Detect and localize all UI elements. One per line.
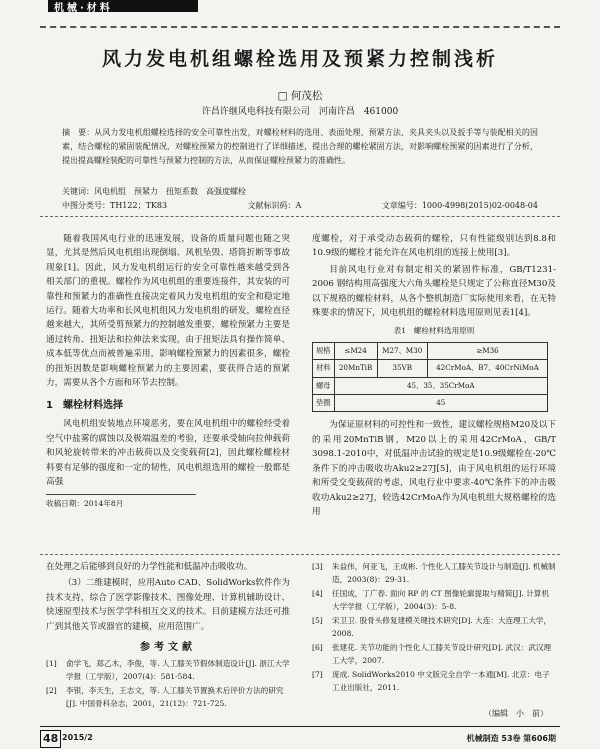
reference-item <box>46 657 290 683</box>
left-column <box>46 232 290 511</box>
reference-text: 朱益伟，何亚飞，王成彬. 个性化人工膝关节设计与制造[J]. 机械制造，2003(8)：29-31. <box>332 562 556 584</box>
table-header-cell: ≤M24 <box>334 342 377 359</box>
reference-number: [6] <box>312 643 323 652</box>
issue-date: 2015/2 <box>62 733 93 742</box>
footer-divider <box>40 726 560 727</box>
abstract: 摘 要：从风力发电机组螺栓选择的安全可靠性出发，对螺栓材料的选用、表面处理、预紧方法、夹具夹头以及扳手等与装配相关的因素，结合螺栓的紧固装配情况，对螺栓预紧力的控制进行了详细描述，提出合理的螺栓紧固方法，对影响螺栓预紧的因素进行了分析，提出提高螺栓装配的可靠性与预紧力控制的方法，从而保证螺栓预紧力的准确性。 <box>62 128 538 165</box>
reference-text: 任国成，丁广春. 面向 RP 的 CT 图像轮廓提取与精简[J]. 计算机大学学报（工学版），2004(3)：5-8. <box>332 589 550 611</box>
table-cell: 螺母 <box>313 377 335 394</box>
table-row <box>313 395 548 412</box>
reference-number: [5] <box>312 616 323 625</box>
author-name: □ 何茂松 <box>277 90 323 102</box>
continued-paragraph: 度螺栓，对于承受动态载荷的螺栓，只有性能级别达到8.8和10.9级的螺栓才能允许在风电机组的连接上使用[3]。 <box>312 234 556 259</box>
reference-text: 俞学飞，郑乙木，李俊，等. 人工膝关节假体制造设计[J]. 浙江大学学报（工学版），2007(4)：581-584. <box>66 659 290 682</box>
classification-codes <box>62 200 538 211</box>
intro-paragraph: 随着我国风电行业的迅速发展，设备的质量问题也随之突显，尤其是然后风电机组出现倒塌、风机坠毁、塔筒折断等事故现象[1]。因此，风力发电机组运行的安全可靠性越来越受到各相关部门的重视。螺栓作为风电机组的重要连接件，其安装的可靠性和预紧力的准确性直接决定着风力发电机组的安全和稳定地运行。随着大功率和长风电机组风力发电机组的研发，螺栓直径越来越大，其所受剪预紧力的控制越发重要，螺栓预紧力主要是通过转角、扭矩法和拉伸法来实现，由于扭矩法具有操作简单、成本低等优点而被普遍采用，影响螺栓预紧力的因素很多，螺栓的扭矩因数是影响螺栓预紧力的主要因素，要获得合适的预紧力，需要从各个方面和环节去控制。 <box>46 234 290 389</box>
references-heading: 参考文献 <box>140 642 196 654</box>
reference-text: 庞成. SolidWorks2010 中文版完全自学一本通[M]. 北京：电子工业出版社，2011. <box>332 670 550 692</box>
list-item: （3）二维建模时，应用Auto CAD、SolidWorks软件作为技术支持，综合了医学影像技术、图像处理、计算机辅助设计、快速原型技术与医学学科相互交叉的技术。目前建模方法还可推广到其他关节或器官的建模，应用范围广。 <box>46 578 290 632</box>
reference-number: [3] <box>312 562 323 571</box>
reference-text: 宋卫卫. 股骨头修复建模关键技术研究[D]. 大连：大连理工大学，2008. <box>332 616 552 638</box>
table-cell: 35VB <box>377 360 427 377</box>
article-title: 风力发电机组螺栓选用及预紧力控制浅析 <box>101 48 498 70</box>
received-date: 收稿日期：2014年8月 <box>46 494 196 511</box>
table-cell: 垫圈 <box>313 395 335 412</box>
section-heading: 1 螺栓材料选择 <box>46 400 123 412</box>
continuation-text: 在处理之后能够到良好的力学性能和低温冲击吸收功。 <box>46 562 253 572</box>
table-caption: 表1 螺栓材料选用原则 <box>393 326 475 336</box>
reference-text: 李银，李天生，王志文，等. 人工膝关节置换术后评价方法的研究[J]. 中国骨科杂志，2001，21(12)：721-725. <box>66 686 284 709</box>
article-number: 文章编号：1000-4998(2015)02-0048-04 <box>381 201 538 210</box>
table-header-cell: ≥M36 <box>427 342 547 359</box>
reference-number: [2] <box>46 686 57 696</box>
header-divider <box>40 216 560 217</box>
standards-paragraph: 目前风电行业对有制定相关的紧固件标准，GB/T1231-2006 钢结构用高强度大六角头螺栓是只规定了公称直径M30及以下规格的螺栓材料，从各个整机制造厂实际使用来看，在无特殊要求的情况下，风电机组的螺栓材料选用原则见表1[4]。 <box>312 264 556 319</box>
lower-divider <box>40 554 560 555</box>
table-row <box>313 360 548 377</box>
reference-number: [7] <box>312 670 323 679</box>
reference-item <box>312 560 556 586</box>
table-header-row <box>313 342 548 359</box>
table-cell: 20MnTiB <box>334 360 377 377</box>
reference-number: [1] <box>46 659 57 669</box>
reference-item <box>312 614 556 640</box>
reference-item <box>312 668 556 694</box>
editor-note: （编辑 小 前） <box>484 709 548 718</box>
reference-item <box>46 684 290 710</box>
reference-text: 张建花. 关节功能的个性化人工膝关节设计研究[D]. 武汉：武汉理工大学，2007. <box>332 643 552 665</box>
lower-left-column <box>46 560 290 711</box>
table-cell: 材料 <box>313 360 335 377</box>
reference-item <box>312 587 556 613</box>
keywords: 关键词：风电机组 预紧力 扭矩系数 高强度螺栓 <box>62 187 246 196</box>
lower-right-column <box>312 560 556 695</box>
reference-item <box>312 641 556 667</box>
table-cell: 42CrMoA、B7、40CrNiMoA <box>427 360 547 377</box>
section-paragraph: 风电机组安装地点环境恶劣，要在风电机组中的螺栓经受着空气中盐雾的腐蚀以及极端温差的考验，还要承受轴向拉伸载荷和风轮旋转带来的冲击载荷以及交变载荷[2]，因此螺栓螺栓材料要有足够的强度和一定的韧性，风电机组选用的螺栓一般都是高强 <box>46 419 290 488</box>
reference-number: [4] <box>312 589 323 598</box>
top-divider <box>40 26 560 28</box>
document-code: 文献标识码：A <box>247 201 302 210</box>
after-table-paragraph: 为保证原材料的可控性和一致性，建议螺栓规格M20及以下的采用20MnTiB钢，M20以上的采用42CrMoA，GB/T 3098.1-2010中，对低温冲击试验的规定是10.9级螺栓在-20℃条件下的冲击吸收功Aku2≥27J[5]，由于风电机组的运行环境和所受交变载荷的考虑，风电行业中要求-40℃条件下的冲击吸收功Aku2≥27J，较选42CrMoA作为风电机组大规格螺栓的选用 <box>312 420 556 517</box>
table-row <box>313 377 548 394</box>
table-header-cell: 规格 <box>313 342 335 359</box>
table-cell: 45、35、35CrMoA <box>334 377 547 394</box>
material-table <box>312 342 548 413</box>
journal-name: 机械制造 53卷 第606期 <box>466 734 556 743</box>
author-affiliation: 许昌许继风电科技有限公司 河南许昌 461000 <box>201 107 399 117</box>
right-column <box>312 232 556 521</box>
section-label: 机械·材料 <box>54 3 113 14</box>
table-cell: 45 <box>334 395 547 412</box>
table-header-cell: M27、M30 <box>377 342 427 359</box>
class-number: 中图分类号：TH122；TK83 <box>62 201 168 210</box>
page-number: 48 <box>40 730 61 748</box>
